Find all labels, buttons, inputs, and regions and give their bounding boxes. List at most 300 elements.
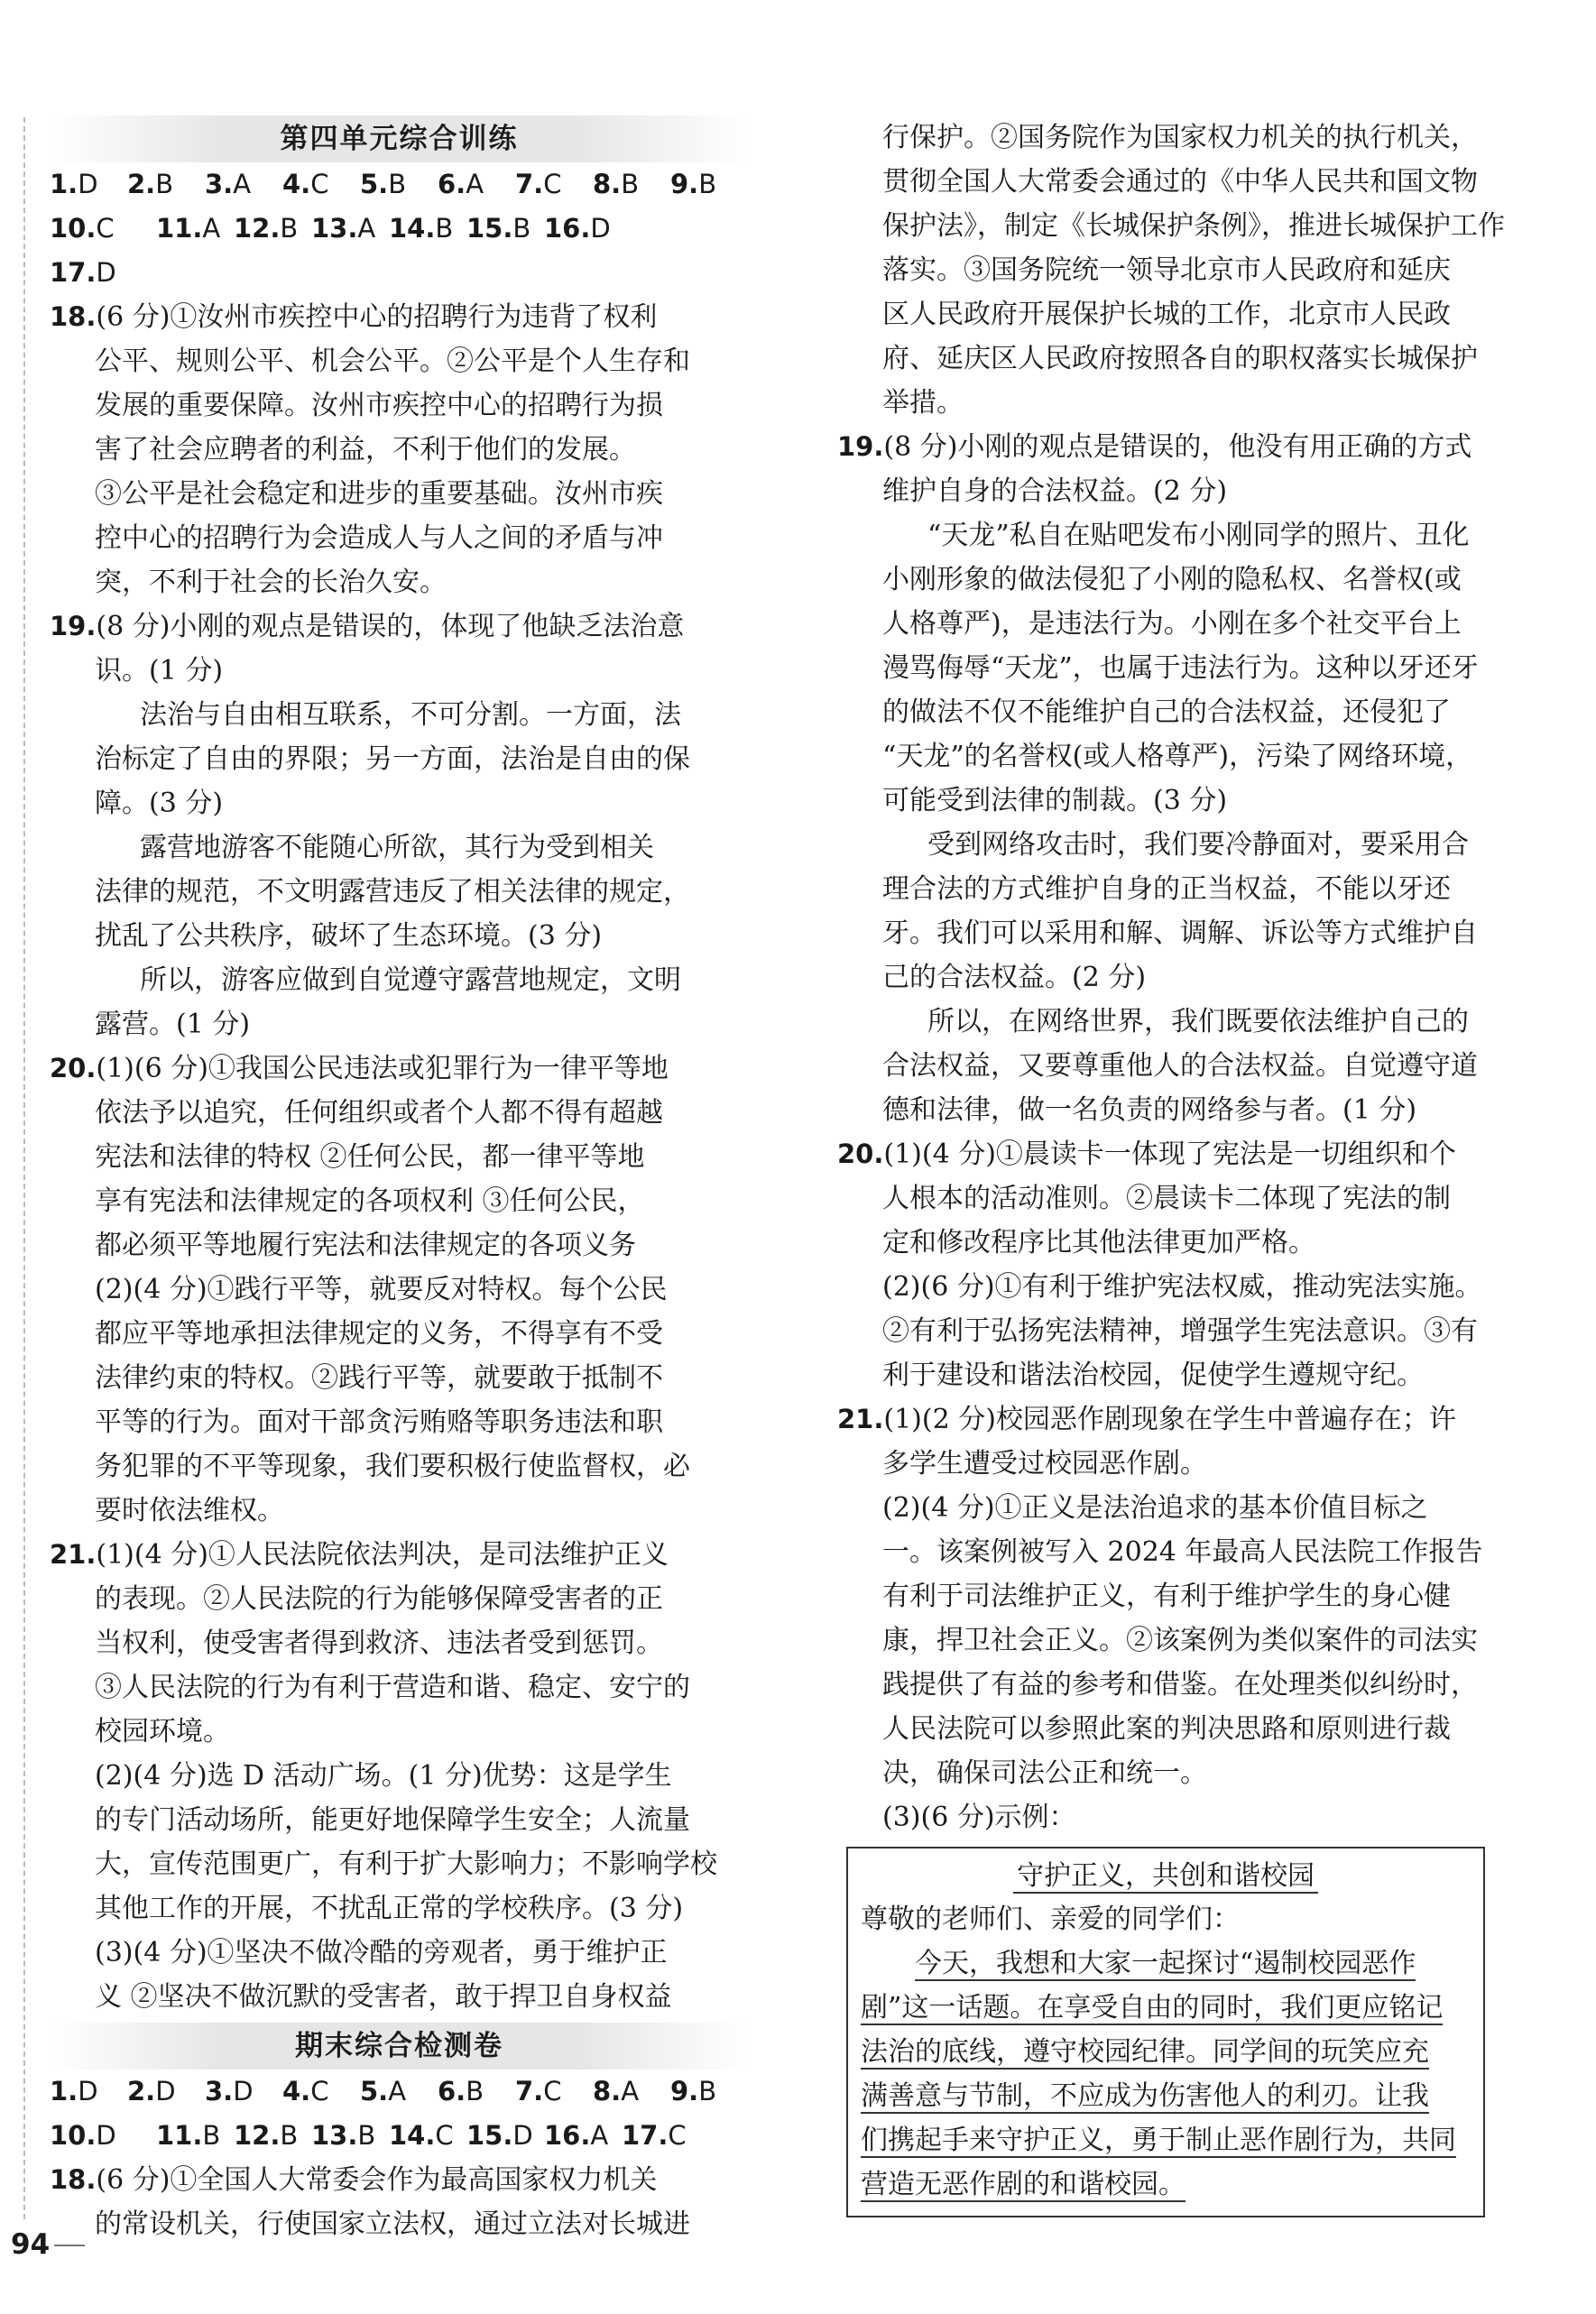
answer-text: 府、延庆区人民政府按照各自的职权落实长城保护	[882, 343, 1478, 374]
question-number: 16.	[544, 213, 591, 244]
answer-item	[670, 162, 748, 207]
question-number: 6.	[438, 169, 466, 199]
answer-text-line	[837, 690, 1505, 734]
answer-text: 落实。③国务院统一领导北京市人民政府和延庆	[882, 254, 1451, 286]
answer-letter: C	[668, 2120, 687, 2151]
answer-text-line	[837, 381, 1505, 425]
answer-text-line	[50, 1798, 749, 1842]
answer-text: (2)(6 分)①有利于维护宪法权威，推动宪法实施。	[882, 1271, 1482, 1303]
answer-text-line	[837, 646, 1505, 690]
answer-text: 都应平等地承担法律规定的义务，不得享有不受	[95, 1318, 663, 1350]
answer-text: (2)(4 分)①正义是法治追求的基本价值目标之	[882, 1492, 1428, 1524]
question-number: 3.	[205, 2076, 234, 2107]
speech-line	[861, 1941, 1471, 1986]
answer-item	[205, 162, 282, 207]
answer-text-line	[837, 1000, 1505, 1044]
answer-item	[311, 207, 389, 251]
answer-letter: C	[310, 2076, 329, 2107]
speech-line	[861, 2030, 1471, 2074]
answer-text: 识。(1 分)	[95, 655, 224, 687]
question-number: 21.	[50, 1539, 97, 1570]
answer-letter: A	[388, 2076, 407, 2107]
answer-text-line	[837, 911, 1505, 955]
answer-text: 公平、规则公平、机会公平。②公平是个人生存和	[95, 346, 690, 377]
answer-letter: B	[698, 2076, 717, 2107]
answer-text: 己的合法权益。(2 分)	[882, 962, 1147, 993]
answer-text: 平等的行为。面对干部贪污贿赂等职务违法和职	[95, 1406, 663, 1438]
answer-text-line	[50, 781, 749, 825]
speech-greeting: 尊敬的老师们、亲爱的同学们：	[861, 1904, 1240, 1935]
answer-item	[544, 2114, 622, 2158]
question-number: 20.	[50, 1053, 97, 1083]
answer-item	[127, 162, 205, 207]
question-number: 10.	[50, 2120, 97, 2151]
question-number: 8.	[593, 2076, 622, 2107]
left-column	[50, 115, 749, 2246]
answer-text: 露营。(1 分)	[95, 1009, 251, 1040]
answer-item	[50, 2114, 156, 2158]
answer-item	[50, 251, 156, 295]
answer-letter: B	[280, 2120, 299, 2151]
answer-letter: B	[202, 2120, 221, 2151]
answer-letter: A	[621, 2076, 640, 2107]
final-solutions-continued	[837, 115, 1505, 1839]
answer-text: 多学生遭受过校园恶作剧。	[882, 1448, 1207, 1480]
speech-text: 满善意与节制，不应成为伤害他人的利刃。让我	[861, 2080, 1429, 2112]
answer-text: 的表现。②人民法院的行为能够保障受害者的正	[95, 1583, 663, 1615]
answer-text-line	[837, 1309, 1505, 1353]
answer-letter: C	[310, 169, 329, 199]
final-solutions	[50, 2158, 749, 2246]
question-number: 3.	[205, 169, 234, 199]
answer-text-line	[837, 1442, 1505, 1486]
answer-text-line	[837, 1044, 1505, 1088]
answer-text-line	[50, 1886, 749, 1931]
speech-text: 剧”这一话题。在享受自由的同时，我们更应铭记	[861, 1992, 1444, 2024]
unit4-solutions	[50, 295, 749, 2019]
page-number-rule	[54, 2245, 85, 2246]
answer-text: 所以，游客应做到自觉遵守露营地规定，文明	[140, 964, 681, 996]
answer-text: 害了社会应聘者的利益，不利于他们的发展。	[95, 434, 636, 466]
answer-text: (3)(6 分)示例：	[882, 1802, 1076, 1833]
answer-text: 扰乱了公共秩序，破坏了生态环境。(3 分)	[95, 920, 603, 952]
answer-text: (6 分)①汝州市疾控中心的招聘行为违背了权利	[96, 301, 658, 333]
question-number: 14.	[389, 213, 436, 244]
answer-text-line	[50, 1312, 749, 1356]
answer-text-line	[50, 1223, 749, 1268]
answer-text: 大，宣传范围更广，有利于扩大影响力；不影响学校	[95, 1848, 717, 1880]
answer-item	[234, 2114, 311, 2158]
question-number: 13.	[311, 213, 358, 244]
question-number: 6.	[438, 2076, 466, 2107]
answer-item	[438, 162, 515, 207]
answer-text-line	[50, 914, 749, 958]
question-number: 17.	[50, 257, 97, 288]
answer-letter: B	[466, 2076, 484, 2107]
answer-text: 法律约束的特权。②践行平等，就要敢于抵制不	[95, 1362, 663, 1394]
answer-text: 牙。我们可以采用和解、调解、诉讼等方式维护自	[882, 917, 1478, 949]
unit4-answer-key	[50, 162, 749, 295]
answer-item	[466, 207, 544, 251]
answer-text-line	[50, 649, 749, 693]
question-number: 11.	[156, 2120, 203, 2151]
answer-text-line	[837, 292, 1505, 336]
question-number: 19.	[50, 611, 97, 641]
question-number: 1.	[50, 2076, 78, 2107]
answer-letter: C	[543, 2076, 562, 2107]
answer-item	[360, 2070, 438, 2114]
sample-speech-box	[846, 1847, 1485, 2217]
answer-letter: D	[512, 2120, 533, 2151]
question-answer-line	[50, 1046, 749, 1091]
answer-text-line	[837, 867, 1505, 911]
answer-text: 享有宪法和法律规定的各项权利 ③任何公民，	[95, 1185, 645, 1217]
answer-text-line	[837, 823, 1505, 867]
answer-text: (1)(2 分)校园恶作剧现象在学生中普遍存在；许	[883, 1404, 1456, 1435]
answer-text: 露营地游客不能随心所欲，其行为受到相关	[140, 832, 654, 863]
answer-text: 决，确保司法公正和统一。	[882, 1757, 1207, 1789]
answer-row	[50, 162, 749, 207]
answer-text: 其他工作的开展，不扰乱正常的学校秩序。(3 分)	[95, 1893, 684, 1924]
answer-text-line	[837, 1265, 1505, 1309]
question-number: 9.	[670, 169, 699, 199]
question-number: 10.	[50, 213, 97, 244]
answer-letter: B	[357, 2120, 376, 2151]
question-answer-line	[837, 1132, 1505, 1176]
answer-text: 校园环境。	[95, 1716, 230, 1747]
answer-text: (8 分)小刚的观点是错误的，他没有用正确的方式	[883, 431, 1472, 463]
margin-dashed-rule	[23, 117, 25, 2219]
question-number: 7.	[515, 2076, 544, 2107]
speech-line	[861, 1986, 1471, 2030]
answer-text-line	[837, 602, 1505, 646]
question-number: 13.	[311, 2120, 358, 2151]
speech-body	[861, 1941, 1471, 2207]
answer-text: 要时依法维权。	[95, 1495, 284, 1526]
answer-text-line	[50, 1356, 749, 1400]
answer-letter: D	[78, 2076, 98, 2107]
answer-row	[50, 2070, 749, 2114]
question-answer-line	[50, 2158, 749, 2202]
answer-text-line	[837, 1618, 1505, 1663]
question-number: 12.	[234, 213, 281, 244]
answer-text-line	[50, 1091, 749, 1135]
answer-item	[515, 162, 593, 207]
question-number: 21.	[837, 1404, 884, 1434]
answer-letter: A	[233, 169, 252, 199]
speech-title: 守护正义，共创和谐校园	[861, 1856, 1471, 1897]
answer-letter: D	[96, 257, 116, 288]
question-number: 8.	[593, 169, 622, 199]
answer-item	[127, 2070, 205, 2114]
speech-line	[861, 2162, 1471, 2207]
answer-text: 贯彻全国人大常委会通过的《中华人民共和国文物	[882, 166, 1478, 198]
answer-item	[311, 2114, 389, 2158]
answer-text: 理合法的方式维护自身的正当权益，不能以牙还	[882, 873, 1451, 905]
answer-text-line	[837, 734, 1505, 779]
answer-text: ③人民法院的行为有利于营造和谐、稳定、安宁的	[95, 1672, 690, 1703]
question-answer-line	[837, 1397, 1505, 1442]
answer-text-line	[50, 2202, 749, 2246]
answer-item	[282, 162, 360, 207]
answer-item	[50, 207, 156, 251]
answer-letter: B	[155, 169, 174, 199]
question-number: 11.	[156, 213, 203, 244]
answer-text: 定和修改程序比其他法律更加严格。	[882, 1227, 1315, 1258]
answer-text: (1)(4 分)①人民法院依法判决，是司法维护正义	[96, 1539, 669, 1571]
answer-text-line	[837, 779, 1505, 823]
answer-text-line	[837, 1176, 1505, 1221]
answer-text: 举措。	[882, 387, 964, 419]
answer-letter: A	[590, 2120, 609, 2151]
answer-text-line	[837, 469, 1505, 513]
answer-text: 发展的重要保障。汝州市疾控中心的招聘行为损	[95, 390, 663, 421]
answer-text-line	[50, 1842, 749, 1886]
answer-letter: C	[543, 169, 562, 199]
answer-text: 维护自身的合法权益。(2 分)	[882, 475, 1228, 507]
answer-text: 人民法院可以参照此案的判决思路和原则进行裁	[882, 1713, 1451, 1745]
answer-text-line	[837, 1221, 1505, 1265]
answer-text-line	[837, 336, 1505, 381]
answer-text-line	[50, 1754, 749, 1798]
answer-text-line	[50, 1621, 749, 1665]
answer-text: “天龙”的名誉权(或人格尊严)，污染了网络环境，	[882, 741, 1473, 772]
answer-item	[515, 2070, 593, 2114]
answer-text: 障。(3 分)	[95, 788, 224, 819]
question-number: 4.	[282, 2076, 311, 2107]
answer-item	[234, 207, 311, 251]
right-column	[837, 115, 1505, 2217]
question-number: 14.	[389, 2120, 436, 2151]
question-number: 19.	[837, 431, 884, 462]
page-number: 94	[11, 2228, 51, 2261]
answer-text-line	[50, 1400, 749, 1444]
answer-letter: A	[357, 213, 376, 244]
speech-text: 今天，我想和大家一起探讨“遏制校园恶作	[915, 1948, 1416, 1979]
answer-text: (2)(4 分)选 D 活动广场。(1 分)优势：这是学生	[95, 1760, 672, 1792]
answer-text-line	[50, 472, 749, 516]
answer-text: (6 分)①全国人大常委会作为最高国家权力机关	[96, 2164, 658, 2196]
answer-text-line	[837, 1530, 1505, 1574]
question-number: 4.	[282, 169, 311, 199]
answer-text: 所以，在网络世界，我们既要依法维护自己的	[927, 1006, 1469, 1037]
answer-letter: D	[233, 2076, 254, 2107]
question-number: 2.	[127, 2076, 156, 2107]
answer-letter: B	[621, 169, 640, 199]
speech-line	[861, 2118, 1471, 2162]
answer-text-line	[50, 516, 749, 560]
answer-text-line	[837, 955, 1505, 1000]
answer-text: (3)(4 分)①坚决不做冷酷的旁观者，勇于维护正	[95, 1937, 668, 1968]
answer-letter: A	[202, 213, 221, 244]
final-exam-title: 期末综合检测卷	[50, 2023, 749, 2070]
answer-text: 漫骂侮辱“天龙”，也属于违法行为。这种以牙还牙	[882, 652, 1479, 684]
answer-text: 的常设机关，行使国家立法权，通过立法对长城进	[95, 2208, 690, 2240]
answer-text-line	[837, 1574, 1505, 1618]
answer-text-line	[50, 1931, 749, 1975]
answer-row	[50, 2114, 749, 2158]
answer-text-line	[50, 958, 749, 1002]
answer-text-line	[50, 1489, 749, 1533]
answer-text-line	[50, 1975, 749, 2019]
answer-text: 受到网络攻击时，我们要冷静面对，要采用合	[927, 829, 1469, 861]
question-number: 16.	[544, 2120, 591, 2151]
answer-text-line	[50, 870, 749, 914]
final-answer-key	[50, 2070, 749, 2158]
answer-text: 义 ②坚决不做沉默的受害者，敢于捍卫自身权益	[95, 1981, 672, 2013]
answer-text-line	[837, 115, 1505, 160]
question-number: 5.	[360, 2076, 389, 2107]
answer-text: 控中心的招聘行为会造成人与人之间的矛盾与冲	[95, 522, 663, 554]
answer-letter: C	[96, 213, 115, 244]
question-number: 15.	[466, 2120, 513, 2151]
question-number: 18.	[50, 301, 97, 332]
answer-text: 利于建设和谐法治校园，促使学生遵规守纪。	[882, 1360, 1424, 1391]
answer-item	[466, 2114, 544, 2158]
answer-item	[50, 2070, 127, 2114]
answer-text: 都必须平等地履行宪法和法律规定的各项义务	[95, 1230, 636, 1261]
question-number: 2.	[127, 169, 156, 199]
answer-letter: B	[280, 213, 299, 244]
answer-item	[156, 2114, 234, 2158]
answer-text-line	[50, 1002, 749, 1046]
answer-text: ③公平是社会稳定和进步的重要基础。汝州市疾	[95, 478, 663, 510]
question-number: 18.	[50, 2164, 97, 2195]
answer-text: 的专门活动场所，能更好地保障学生安全；人流量	[95, 1804, 690, 1836]
answer-text: 一。该案例被写入 2024 年最高人民法院工作报告	[882, 1536, 1483, 1568]
question-answer-line	[50, 1533, 749, 1577]
answer-text: (1)(4 分)①晨读卡一体现了宪法是一切组织和个	[883, 1139, 1456, 1170]
answer-text-line	[837, 1795, 1505, 1839]
answer-letter: D	[155, 2076, 176, 2107]
question-number: 5.	[360, 169, 389, 199]
answer-row	[50, 251, 749, 295]
question-answer-line	[50, 295, 749, 339]
answer-text-line	[50, 339, 749, 383]
answer-letter: D	[590, 213, 611, 244]
answer-letter: C	[435, 2120, 454, 2151]
answer-text-line	[837, 204, 1505, 248]
answer-text-line	[50, 1268, 749, 1312]
speech-text: 营造无恶作剧的和谐校园。	[861, 2169, 1185, 2200]
answer-item	[593, 2070, 670, 2114]
answer-text: 德和法律，做一名负责的网络参与者。(1 分)	[882, 1094, 1417, 1126]
answer-text-line	[50, 1665, 749, 1710]
answer-text: 有利于司法维护正义，有利于维护学生的身心健	[882, 1581, 1451, 1612]
answer-text: (8 分)小刚的观点是错误的，体现了他缺乏法治意	[96, 611, 685, 642]
answer-item	[360, 162, 438, 207]
answer-item	[389, 2114, 466, 2158]
answer-item	[156, 207, 234, 251]
answer-text: (2)(4 分)①践行平等，就要反对特权。每个公民	[95, 1274, 668, 1305]
answer-item	[622, 2114, 699, 2158]
answer-text: 法治与自由相互联系，不可分割。一方面，法	[140, 699, 681, 731]
answer-text-line	[837, 248, 1505, 292]
unit4-title: 第四单元综合训练	[50, 115, 749, 162]
question-number: 15.	[466, 213, 513, 244]
answer-text: 践提供了有益的参考和借鉴。在处理类似纠纷时，	[882, 1669, 1478, 1701]
answer-text-line	[837, 1663, 1505, 1707]
answer-letter: D	[78, 169, 98, 199]
answer-text: 治标定了自由的界限；另一方面，法治是自由的保	[95, 743, 690, 775]
answer-text-line	[50, 1135, 749, 1179]
answer-text-line	[50, 1710, 749, 1754]
question-number: 1.	[50, 169, 78, 199]
answer-text-line	[837, 160, 1505, 204]
answer-letter: B	[435, 213, 454, 244]
answer-text-line	[50, 693, 749, 737]
answer-letter: B	[388, 169, 407, 199]
answer-text-line	[837, 1486, 1505, 1530]
answer-item	[389, 207, 466, 251]
answer-item	[670, 2070, 748, 2114]
answer-text-line	[50, 1179, 749, 1223]
answer-item	[438, 2070, 515, 2114]
answer-text-line	[50, 825, 749, 870]
answer-text: 可能受到法律的制裁。(3 分)	[882, 785, 1228, 816]
answer-text: 康，捍卫社会正义。②该案例为类似案件的司法实	[882, 1625, 1478, 1656]
question-number: 7.	[515, 169, 544, 199]
answer-text-line	[837, 1707, 1505, 1751]
answer-item	[205, 2070, 282, 2114]
answer-letter: B	[512, 213, 531, 244]
answer-item	[593, 162, 670, 207]
answer-text-line	[837, 558, 1505, 602]
question-answer-line	[50, 604, 749, 649]
answer-text-line	[50, 383, 749, 428]
answer-text-line	[50, 560, 749, 604]
answer-text-line	[50, 1444, 749, 1489]
answer-text: 小刚形象的做法侵犯了小刚的隐私权、名誉权(或	[882, 564, 1462, 595]
answer-row	[50, 207, 749, 251]
question-number: 12.	[234, 2120, 281, 2151]
question-answer-line	[837, 425, 1505, 469]
answer-text: 依法予以追究，任何组织或者个人都不得有超越	[95, 1097, 663, 1129]
answer-text-line	[50, 737, 749, 781]
answer-text: 合法权益，又要尊重他人的合法权益。自觉遵守道	[882, 1050, 1478, 1082]
answer-text-line	[837, 513, 1505, 558]
answer-text: “天龙”私自在贴吧发布小刚同学的照片、丑化	[927, 520, 1470, 551]
question-number: 9.	[670, 2076, 699, 2107]
answer-letter: B	[698, 169, 717, 199]
answer-text-line	[837, 1088, 1505, 1132]
answer-text: 行保护。②国务院作为国家权力机关的执行机关，	[882, 122, 1478, 153]
answer-letter: D	[96, 2120, 116, 2151]
answer-text: 突，不利于社会的长治久安。	[95, 567, 447, 598]
answer-text-line	[837, 1353, 1505, 1397]
answer-letter: A	[466, 169, 484, 199]
answer-text: ②有利于弘扬宪法精神，增强学生宪法意识。③有	[882, 1315, 1478, 1347]
speech-line	[861, 2074, 1471, 2118]
answer-text-line	[50, 1577, 749, 1621]
question-number: 17.	[622, 2120, 669, 2151]
answer-text: 区人民政府开展保护长城的工作，北京市人民政	[882, 299, 1451, 330]
answer-text: 保护法》，制定《长城保护条例》，推进长城保护工作	[882, 210, 1505, 242]
question-number: 20.	[837, 1139, 884, 1169]
answer-text: 宪法和法律的特权 ②任何公民，都一律平等地	[95, 1141, 645, 1173]
speech-text: 们携起手来守护正义，勇于制止恶作剧行为，共同	[861, 2125, 1456, 2156]
answer-item	[282, 2070, 360, 2114]
answer-text: 人格尊严)，是违法行为。小刚在多个社交平台上	[882, 608, 1462, 640]
answer-item	[50, 162, 127, 207]
speech-text: 法治的底线，遵守校园纪律。同学间的玩笑应充	[861, 2036, 1429, 2068]
answer-text: 当权利，使受害者得到救济、违法者受到惩罚。	[95, 1627, 663, 1659]
answer-text: 人根本的活动准则。②晨读卡二体现了宪法的制	[882, 1183, 1451, 1214]
answer-text: (1)(6 分)①我国公民违法或犯罪行为一律平等地	[96, 1053, 669, 1084]
answer-text-line	[50, 428, 749, 472]
answer-text: 法律的规范，不文明露营违反了相关法律的规定，	[95, 876, 690, 908]
answer-text-line	[837, 1751, 1505, 1795]
